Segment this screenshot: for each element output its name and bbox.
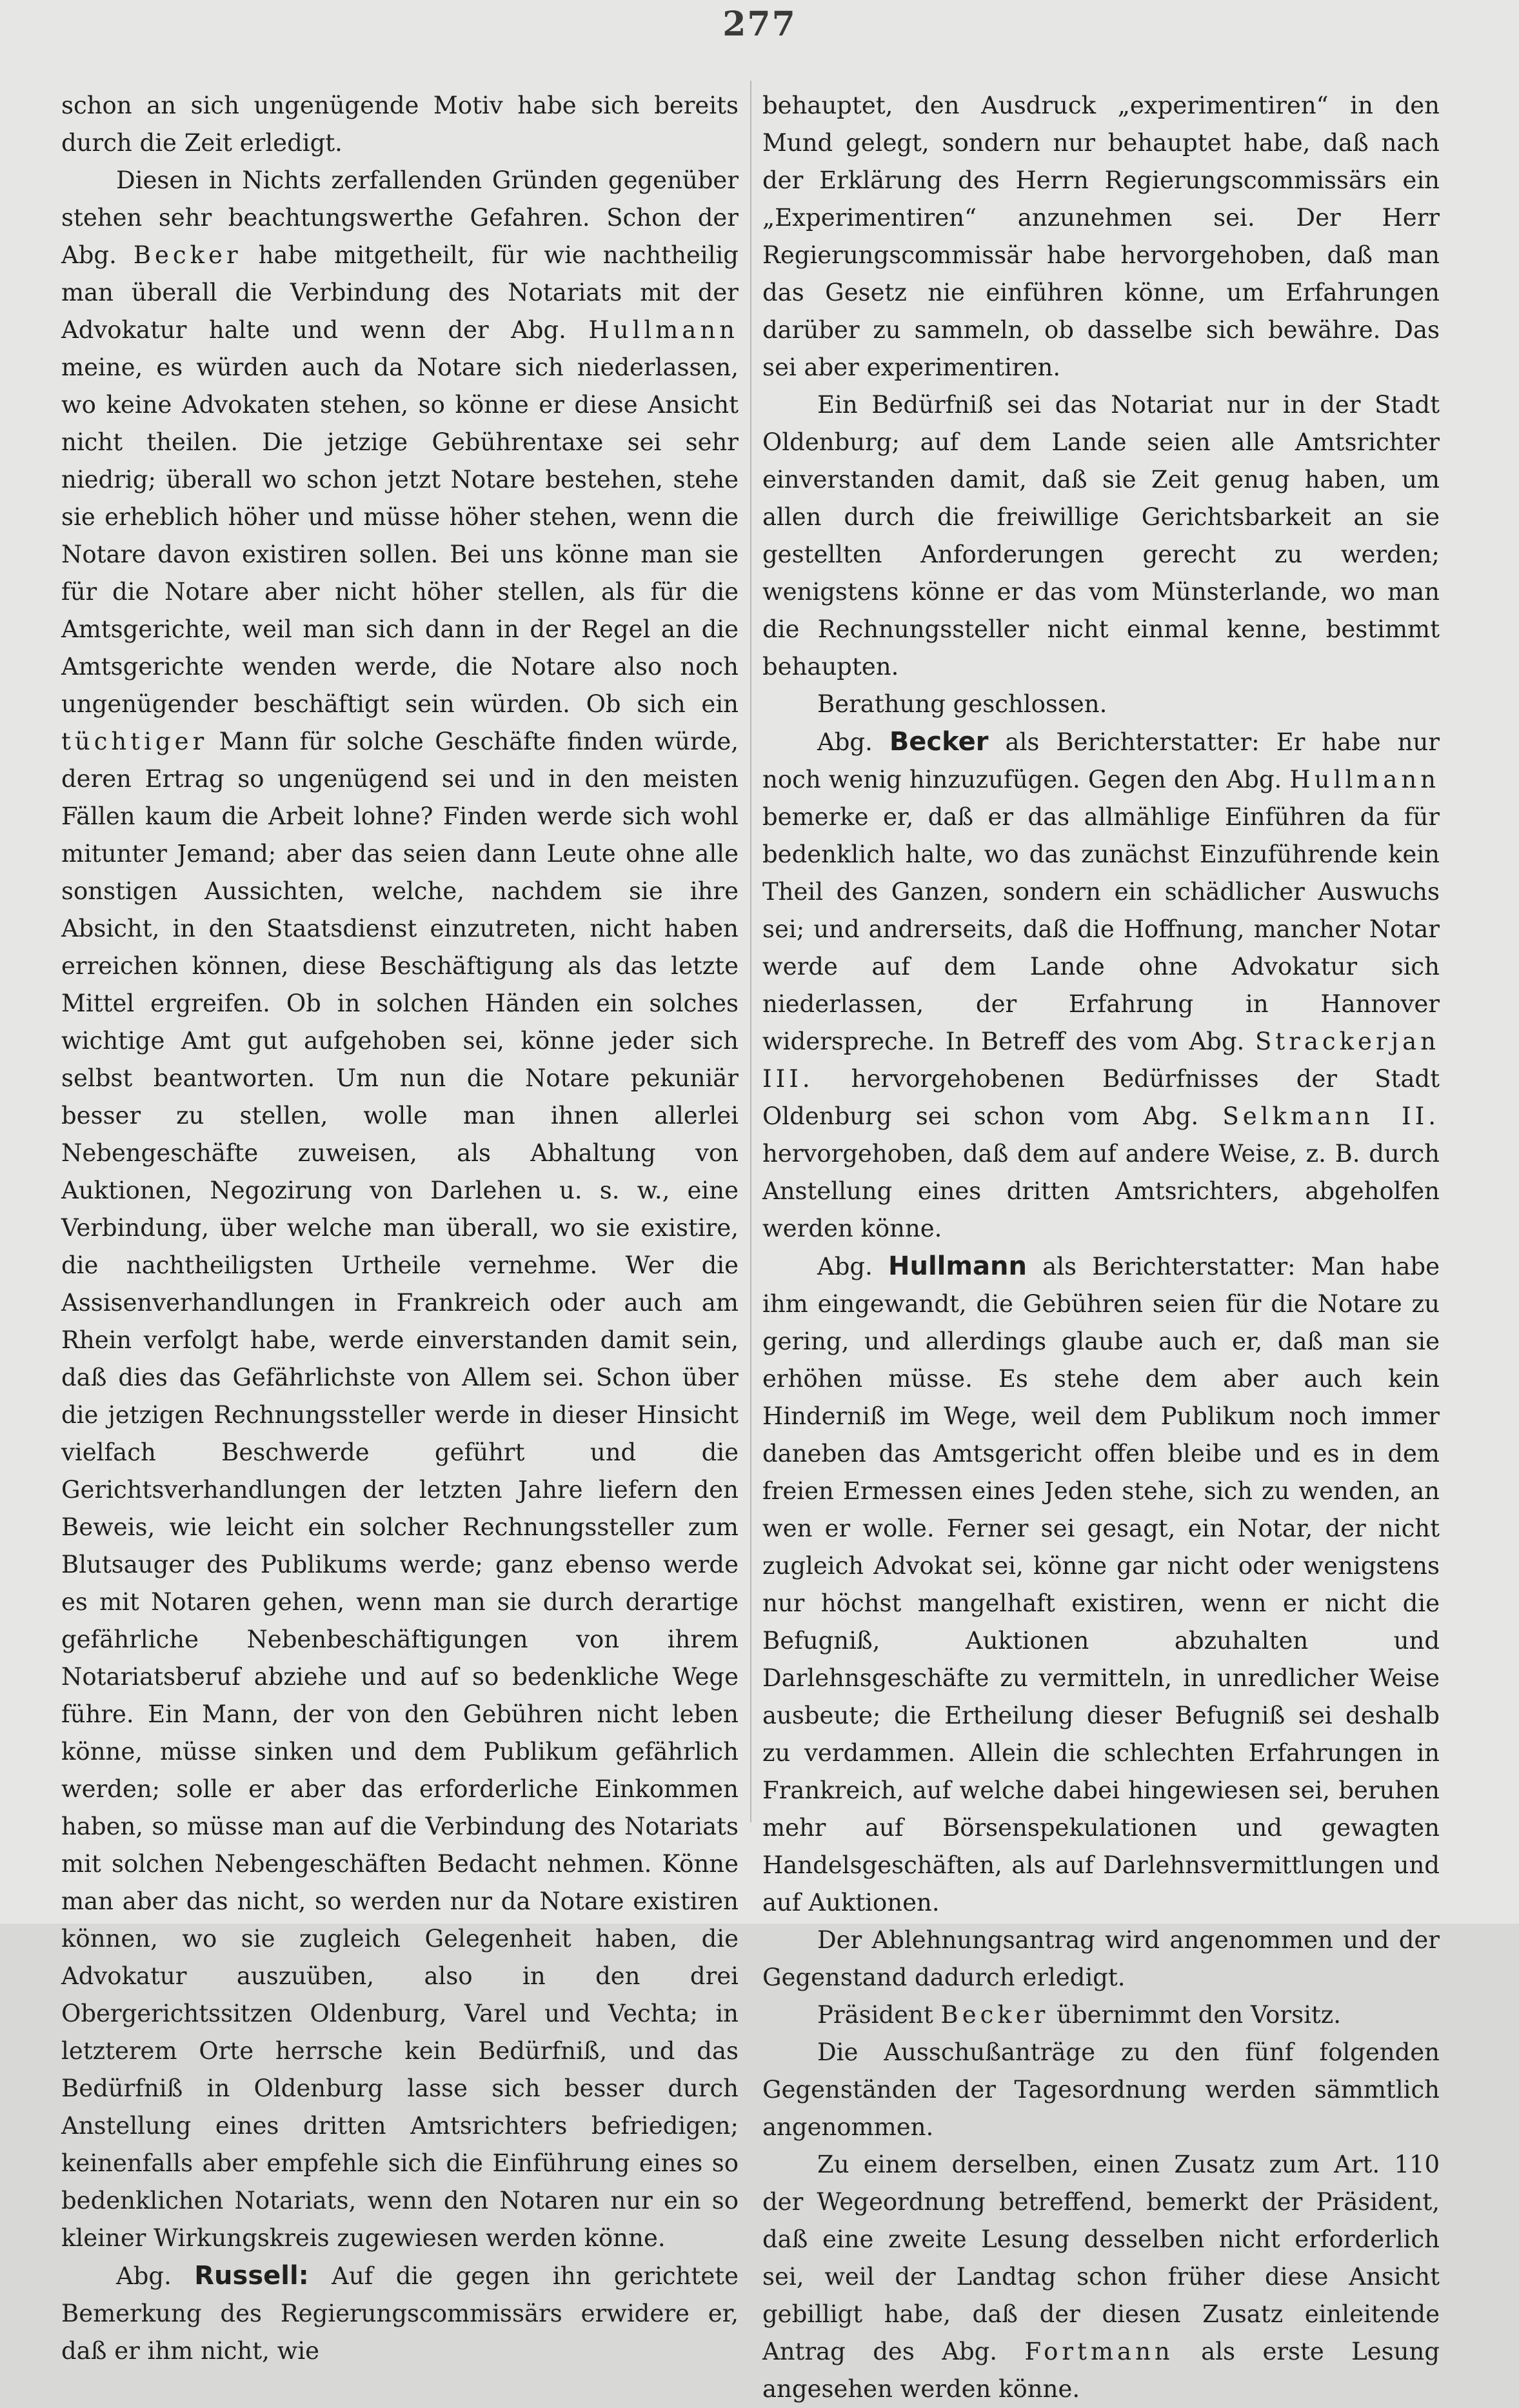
- member-name: Becker: [133, 241, 242, 269]
- paragraph-text: als Berichterstatter: Man habe ihm eingewandt, die Gebühren seien für die Notare zu gering, und allerdings glaube auch er, daß man sie erhöhen müsse. Es stehe dem aber auch kein Hinderniß im Wege, weil dem Publikum noch immer daneben das Amtsgericht offen bleibe und es in dem freien Ermessen eines Jeden stehe, sich zu wenden, an wen er wolle. Ferner sei gesagt, ein Notar, der nicht zugleich Advokat sei, könne gar nicht oder wenigstens nur höchst mangelhaft existiren, wenn er nicht die Befugniß, Auktionen abzuhalten und Darlehnsgeschäfte zu vermitteln, in unredlicher Weise ausbeute; die Ertheilung dieser Befugniß sei deshalb zu verdammen. Allein die schlechten Erfahrungen in Frankreich, auf welche dabei hingewiesen sei, beruhen mehr auf Börsenspekulationen und gewagten Handelsgeschäften, als auf Darlehnsvermittlungen und auf Auktionen.: [762, 1253, 1440, 1916]
- paragraph: [762, 723, 1440, 1248]
- member-name: Hullmann: [1289, 766, 1440, 793]
- paragraph: Die Ausschußanträge zu den fünf folgenden Gegenständen der Tagesordnung werden sämmtlich angenommen.: [762, 2038, 1440, 2141]
- speaker-name: Hullmann: [888, 1251, 1027, 1281]
- paragraph: [762, 1248, 1440, 1922]
- paragraph-text: hervorgehobenen Bedürfnisses der Stadt Oldenburg sei schon vom Abg.: [762, 1065, 1440, 1130]
- paragraph: schon an sich ungenügende Motiv habe sich bereits durch die Zeit erledigt.: [61, 92, 739, 157]
- paragraph-text: Präsident: [817, 2001, 941, 2029]
- paragraph-text: habe mitgetheilt, für wie nachtheilig man überall die Verbindung des Notariats mit der Advokatur halte und wenn der Abg.: [61, 241, 739, 344]
- paragraph: behauptet, den Ausdruck „experimentiren“ in den Mund gelegt, sondern nur behauptet habe, daß nach der Erklärung des Herrn Regierungscommissärs ein „Experimentiren“ anzunehmen sei. Der Herr Regierungscommissär habe hervorgehoben, daß man das Gesetz nie einführen könne, um Erfahrungen darüber zu sammeln, ob dasselbe sich bewähre. Das sei aber experimentiren.: [762, 92, 1440, 381]
- paragraph-text: meine, es würden auch da Notare sich niederlassen, wo keine Advokaten stehen, so könne er diese Ansicht nicht theilen. Die jetzige Gebührentaxe sei sehr niedrig; überall wo schon jetzt Notare bestehen, stehe sie erheblich höher und müsse höher stehen, wenn die Notare davon existiren sollen. Bei uns könne man sie für die Notare aber nicht höher stellen, als für die Amtsgerichte, weil man sich dann in der Regel an die Amtsgerichte wenden werde, die Notare also noch ungenügender beschäftigt sein würden. Ob sich ein: [61, 353, 739, 718]
- member-name: Becker: [940, 2001, 1049, 2029]
- paragraph-text: als erste Lesung angesehen werden könne.: [762, 2338, 1440, 2403]
- paragraph-text: Mann für solche Geschäfte finden würde, deren Ertrag so ungenügend sei und in den meisten Fällen kaum die Arbeit lohne? Finden werde sich wohl mitunter Jemand; aber das seien dann Leute ohne alle sonstigen Aussichten, welche, nachdem sie ihre Absicht, in den Staatsdienst einzutreten, nicht haben erreichen können, diese Beschäftigung als das letzte Mittel ergreifen. Ob in solchen Händen ein solches wichtige Amt gut aufgehoben sei, könne jeder sich selbst beantworten. Um nun die Notare pekuniär besser zu stellen, wolle man ihnen allerlei Nebengeschäfte zuweisen, als Abhaltung von Auktionen, Negozirung von Darlehen u. s. w., eine Verbindung, über welche man überall, wo sie existire, die nachtheiligsten Urtheile vernehme. Wer die Assisenverhandlungen in Frankreich oder auch am Rhein verfolgt habe, werde einverstanden damit sein, daß dies das Gefährlichste von Allem sei. Schon über die jetzigen Rechnungssteller werde in dieser Hinsicht vielfach Beschwerde geführt und die Gerichtsverhandlungen der letzten Jahre liefern den Beweis, wie leicht ein solcher Rechnungssteller zum Blutsauger des Publikums werde; ganz ebenso werde es mit Notaren gehen, wenn man sie durch derartige gefährliche Nebenbeschäftigungen von ihrem Notariatsberuf abziehe und auf so bedenkliche Wege führe. Ein Mann, der von den Gebühren nicht leben könne, müsse sinken und dem Publikum gefährlich werden; solle er aber das erforderliche Einkommen haben, so müsse man auf die Verbindung des Notariats mit solchen Nebengeschäften Bedacht nehmen. Könne man aber das nicht, so werden nur da Notare existiren können, wo sie zugleich Gelegenheit haben, die Advokatur auszuüben, also in den drei Obergerichtssitzen Oldenburg, Varel und Vechta; in letzterem Orte herrsche kein Bedürfniß, und das Bedürfniß in Oldenburg lasse sich besser durch Anstellung eines dritten Amtsrichters befriedigen; keinenfalls aber empfehle sich die Einführung eines so bedenklichen Notariats, wenn den Notaren nur ein so kleiner Wirkungskreis zugewiesen werden könne.: [61, 728, 739, 2252]
- paragraph-text: Abg.: [817, 1253, 888, 1280]
- paragraph: [61, 2257, 739, 2370]
- speaker-name: Russell:: [194, 2261, 309, 2291]
- column-divider: [750, 81, 751, 1822]
- left-column: [61, 87, 739, 2370]
- paragraph-text: als Berichterstatter: Er habe nur noch wenig hinzuzufügen. Gegen den Abg.: [762, 728, 1440, 793]
- paragraph-text: Diesen in Nichts zerfallenden Gründen gegenüber stehen sehr beachtungswerthe Gefahren. Schon der Abg.: [61, 166, 739, 269]
- paragraph: [762, 1996, 1440, 2034]
- member-name: Selkmann II.: [1222, 1102, 1440, 1130]
- member-name: Strackerjan III.: [762, 1028, 1440, 1093]
- paragraph: [762, 2146, 1440, 2408]
- paragraph-text: Abg.: [817, 728, 889, 756]
- paragraph-text: bemerke er, daß er das allmählige Einführen da für bedenklich halte, wo das zunächst Einzuführende kein Theil des Ganzen, sondern ein schädlicher Auswuchs sei; und andrerseits, daß die Hoffnung, mancher Notar werde auf dem Lande ohne Advokatur sich niederlassen, der Erfahrung in Hannover widerspreche. In Betreff des vom Abg.: [762, 803, 1440, 1055]
- paragraph-text: übernimmt den Vorsitz.: [1049, 2001, 1342, 2029]
- paragraph-text: hervorgehoben, daß dem auf andere Weise, z. B. durch Anstellung eines dritten Amtsrichters, abgeholfen werden könne.: [762, 1140, 1440, 1242]
- paragraph: Berathung geschlossen.: [817, 690, 1107, 718]
- paragraph: Ein Bedürfniß sei das Notariat nur in der Stadt Oldenburg; auf dem Lande seien alle Amtsrichter einverstanden damit, daß sie Zeit genug haben, um allen durch die freiwillige Gerichtsbarkeit an sie gestellten Anforderungen gerecht zu werden; wenigstens könne er das vom Münsterlande, wo man die Rechnungssteller nicht einmal kenne, bestimmt behaupten.: [762, 391, 1440, 681]
- paragraph: Der Ablehnungsantrag wird angenommen und der Gegenstand dadurch erledigt.: [762, 1926, 1440, 1991]
- page-number: 277: [722, 5, 797, 44]
- paragraph-text: Zu einem derselben, einen Zusatz zum Art. 110 der Wegeordnung betreffend, bemerkt der Präsident, daß eine zweite Lesung desselben nicht erforderlich sei, weil der Landtag schon früher diese Ansicht gebilligt habe, daß der diesen Zusatz einleitende Antrag des Abg.: [762, 2151, 1440, 2365]
- paragraph: [61, 162, 739, 2257]
- member-name: Hullmann: [588, 316, 739, 344]
- emphasized-word: tüchtiger: [61, 728, 208, 755]
- paragraph-text: Auf die gegen ihn gerichtete Bemerkung des Regierungscommissärs erwidere er, daß er ihm nicht, wie: [61, 2262, 739, 2365]
- paragraph-text: Abg.: [116, 2262, 195, 2290]
- right-column: [762, 87, 1440, 2408]
- member-name: Fortmann: [1024, 2338, 1174, 2365]
- speaker-name: Becker: [889, 727, 989, 757]
